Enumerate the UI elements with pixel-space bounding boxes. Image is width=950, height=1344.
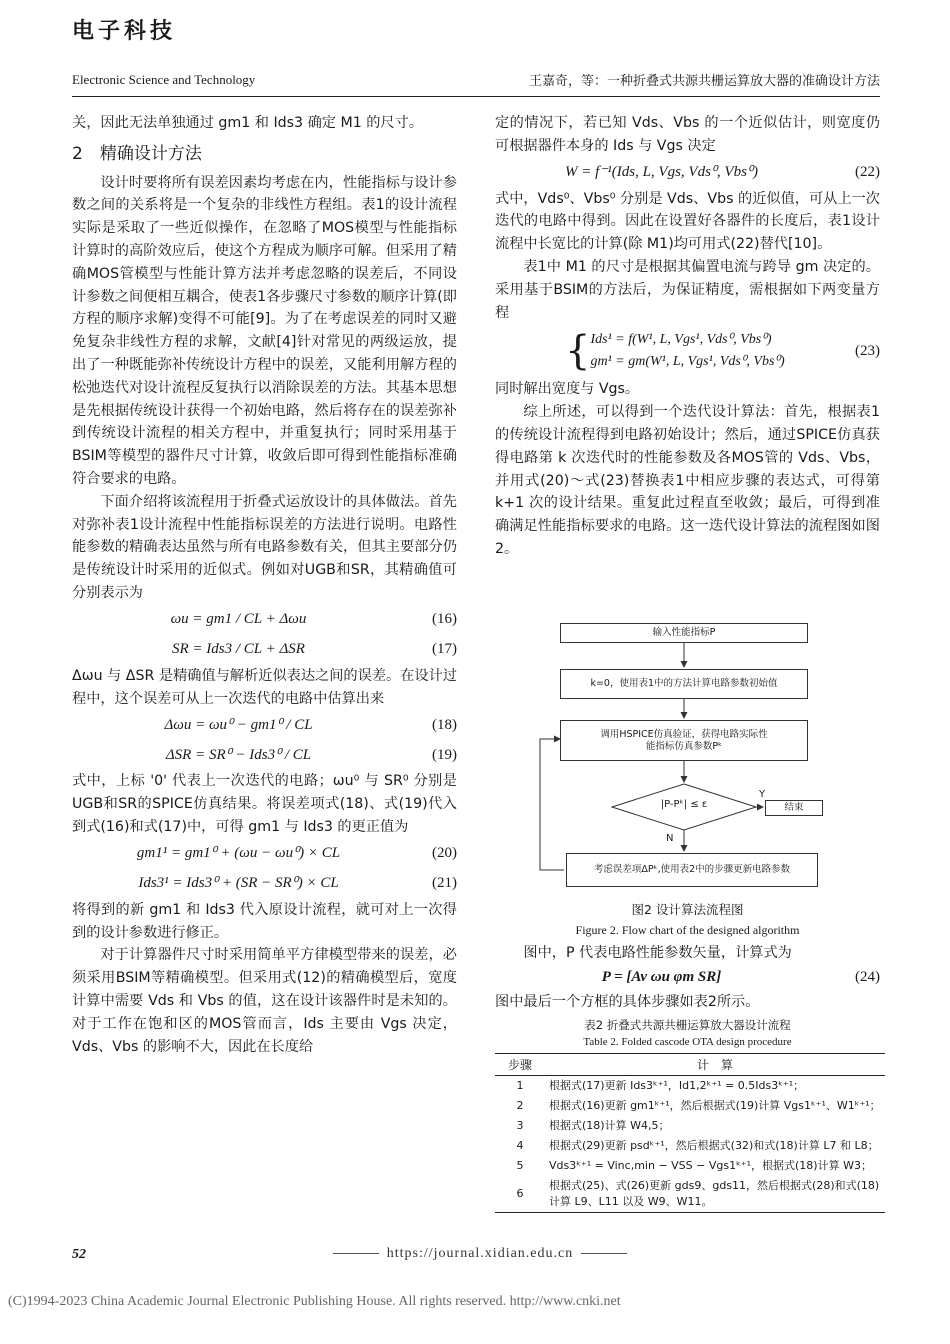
step-content: Vds3ᵏ⁺¹ = Vinc,min − VSS − Vgs1ᵏ⁺¹，根据式(18)计算 W3； bbox=[549, 1158, 872, 1172]
step-number: 4 bbox=[516, 1138, 524, 1152]
paragraph: 定的情况下，若已知 Vds、Vbs 的一个近似估计，则宽度仍可根据器件本身的 Ids 与 Vgs 决定 bbox=[495, 115, 880, 154]
step-number: 3 bbox=[516, 1118, 524, 1132]
paragraph: 式中，上标 '0' 代表上一次迭代的电路；ωu⁰ 与 SR⁰ 分别是UGB和SR的SPICE仿真结果。将误差项式(18)、式(19)代入到式(16)和式(17)中，可得 gm1 与 Ids3 的更正值为 bbox=[72, 773, 457, 835]
flow-sim-line2: 能指标仿真参数Pᵏ bbox=[645, 740, 723, 752]
table-row bbox=[495, 1075, 885, 1096]
table-row bbox=[495, 1156, 885, 1176]
flow-end-box: 结束 bbox=[765, 800, 823, 816]
paragraph: 关，因此无法单独通过 gm1 和 Ids3 确定 M1 的尺寸。 bbox=[72, 115, 423, 131]
table-row bbox=[495, 1176, 885, 1213]
paragraph: 设计时要将所有误差因素均考虑在内，性能指标与设计参数之间的关系将是一个复杂的非线性方程组。表1的设计流程实际是采取了一些近似操作，在忽略了MOS模型与性能指标计算时的高阶效应后，使这个方程成为顺序可解。但采用了精确MOS管模型与性能计算方法并考虑忽略的误差后，不同设计参数之间便相互耦合，使表1各步骤尺寸参数的顺序计算(即方程的顺序求解)变得不可能[9]。为了在考虑误差的同时又避免复杂非线性方程的求解，文献[4]针对常见的两级运放，提出了一种既能弥补传统设计方程中的误差，又能利用解方程的松弛迭代对设计流程反复执行以消除误差的方法。其基本思想是先根据传统设计获得一个初始电路，然后将存在的误差弥补到传统设计流程的相关方程中，并重复执行；同时采用基于BSIM等模型的器件尺寸计算，收敛后即可得到性能指标准确符合要求的电路。 bbox=[72, 174, 457, 487]
flow-init-box: k=0，使用表1中的方法计算电路参数初始值 bbox=[560, 669, 808, 699]
equation-number: (23) bbox=[855, 342, 880, 359]
flow-sim-box bbox=[560, 720, 808, 761]
journal-logo: 电子科技 bbox=[72, 18, 177, 44]
page-number: 52 bbox=[72, 1247, 86, 1262]
paragraph: 综上所述，可以得到一个迭代设计算法：首先，根据表1的传统设计流程得到电路初始设计；然后，通过SPICE仿真获得电路第 k 次迭代时的性能参数及各MOS管的 Vds、Vbs，并用式(20)～式(23)替换表1中相应步骤的表达式，可得第 k+1 次的设计结果。重复此过程直至收敛；最后，可得到准确满足性能指标要求的电路。这一迭代设计算法的流程图如图2。 bbox=[495, 404, 880, 557]
step-content: 根据式(18)计算 W4,5； bbox=[549, 1118, 670, 1132]
paragraph: Δωu 与 ΔSR 是精确值与解析近似表达之间的误差。在设计过程中，这个误差可从上一次迭代的电路中估算出来 bbox=[72, 667, 457, 707]
table-header-calc: 计 算 bbox=[545, 1053, 885, 1075]
design-procedure-table bbox=[495, 1053, 885, 1213]
equation-18 bbox=[72, 710, 457, 740]
flow-sim-line1: 调用HSPICE仿真验证，获得电路实际性 bbox=[600, 728, 768, 740]
flow-decision-text: |P-Pᵏ| ≤ ε bbox=[660, 799, 708, 810]
right-column-top bbox=[495, 112, 880, 561]
running-title: 王嘉奇，等：一种折叠式共源共栅运算放大器的准确设计方法 bbox=[528, 74, 880, 89]
equation-expr: Ids3¹ = Ids3⁰ + (SR − SR⁰) × CL bbox=[138, 875, 339, 892]
flow-yes-label: Y bbox=[759, 789, 766, 800]
equation-22 bbox=[495, 158, 880, 188]
table-header-step: 步骤 bbox=[495, 1053, 545, 1075]
equation-expr: gm¹ = gm(W¹, L, Vgs¹, Vds⁰, Vbs⁰) bbox=[590, 354, 785, 370]
copyright-notice: (C)1994-2023 China Academic Journal Electronic Publishing House. All rights reserved. http://www.cnki.net bbox=[8, 1294, 621, 1309]
flow-update-box: 考虑误差项ΔPᵏ,使用表2中的步骤更新电路参数 bbox=[566, 853, 818, 887]
step-number: 2 bbox=[516, 1098, 524, 1112]
equation-number: (20) bbox=[432, 845, 457, 862]
equation-17 bbox=[72, 635, 457, 665]
paragraph: 图中，P 代表电路性能参数矢量，计算式为 bbox=[523, 945, 792, 961]
paragraph: 表1中 M1 的尺寸是根据其偏置电流与跨导 gm 决定的。采用基于BSIM的方法后，为保证精度，需根据如下两变量方程 bbox=[495, 258, 880, 321]
equation-expr: Δωu = ωu⁰ − gm1⁰ / CL bbox=[164, 716, 313, 733]
flow-input-box: 输入性能指标P bbox=[560, 623, 808, 643]
equation-expr: gm1¹ = gm1⁰ + (ωu − ωu⁰) × CL bbox=[136, 845, 341, 862]
equation-20 bbox=[72, 839, 457, 869]
table-row bbox=[495, 1136, 885, 1156]
paragraph: 同时解出宽度与 Vgs。 bbox=[495, 381, 640, 398]
flow-no-label: N bbox=[666, 833, 674, 844]
paragraph: 将得到的新 gm1 和 Ids3 代入原设计流程，就可对上一次得到的设计参数进行修正。 bbox=[72, 901, 457, 941]
equation-number: (18) bbox=[432, 716, 457, 733]
table-header-row bbox=[495, 1053, 885, 1075]
equation-expr: SR = Ids3 / CL + ΔSR bbox=[172, 641, 305, 658]
header-rule bbox=[72, 96, 880, 97]
table-caption-cn: 表2 折叠式共源共栅运算放大器设计流程 bbox=[584, 1017, 791, 1032]
step-number: 1 bbox=[516, 1078, 524, 1092]
section-heading: 2 精确设计方法 bbox=[72, 143, 202, 164]
journal-url[interactable]: https://journal.xidian.edu.cn bbox=[300, 1246, 660, 1262]
equation-expr: W = f⁻¹(Ids, L, Vgs, Vds⁰, Vbs⁰) bbox=[565, 164, 758, 181]
right-column-bottom bbox=[495, 900, 880, 1213]
equation-expr: ΔSR = SR⁰ − Ids3⁰ / CL bbox=[165, 746, 312, 763]
step-content: 根据式(29)更新 psdᵏ⁺¹，然后根据式(32)和式(18)计算 L7 和 L8； bbox=[549, 1138, 879, 1152]
paragraph: 下面介绍将该流程用于折叠式运放设计的具体做法。首先对弥补表1设计流程中性能指标误差的方法进行说明。电路性能参数的精确表达虽然与所有电路参数有关，但其主要部分仍是传统设计时采用的近似式。例如对UGB和SR，其精确值可分别表示为 bbox=[72, 493, 457, 601]
equation-number: (22) bbox=[855, 164, 880, 181]
equation-expr: ωu = gm1 / CL + Δωu bbox=[170, 611, 307, 628]
flowchart bbox=[538, 623, 831, 893]
journal-name-en: Electronic Science and Technology bbox=[72, 72, 256, 87]
figure-caption-en: Figure 2. Flow chart of the designed algorithm bbox=[575, 923, 800, 937]
equation-expr: Ids¹ = f(W¹, L, Vgs¹, Vds⁰, Vbs⁰) bbox=[590, 332, 772, 348]
step-content: 根据式(16)更新 gm1ᵏ⁺¹，然后根据式(19)计算 Vgs1ᵏ⁺¹、W1ᵏ⁺¹； bbox=[549, 1098, 881, 1112]
equation-expr: P = [Av ωu φm SR] bbox=[601, 969, 722, 986]
step-content: 根据式(17)更新 Ids3ᵏ⁺¹，Id1,2ᵏ⁺¹ = 0.5Ids3ᵏ⁺¹； bbox=[549, 1078, 805, 1092]
table-caption-en: Table 2. Folded cascode OTA design procedure bbox=[583, 1035, 792, 1048]
step-content: 根据式(25)、式(26)更新 gds9、gds11，然后根据式(28)和式(18)计算 L9、L11 以及 W9、W11。 bbox=[545, 1176, 885, 1213]
step-number: 6 bbox=[495, 1176, 545, 1213]
equation-number: (16) bbox=[432, 611, 457, 628]
table-row bbox=[495, 1116, 885, 1136]
brace: { bbox=[565, 328, 591, 375]
paragraph: 图中最后一个方框的具体步骤如表2所示。 bbox=[495, 993, 760, 1010]
equation-number: (24) bbox=[855, 969, 880, 986]
figure-caption-cn: 图2 设计算法流程图 bbox=[631, 902, 744, 917]
equation-19 bbox=[72, 740, 457, 770]
paragraph: 式中，Vds⁰、Vbs⁰ 分别是 Vds、Vbs 的近似值，可从上一次迭代的电路中得到。因此在设置好各器件的长度后，表1设计流程中长宽比的计算(除 M1)均可用式(22)替代[10]。 bbox=[495, 190, 880, 253]
left-column bbox=[72, 112, 457, 1058]
equation-number: (19) bbox=[432, 746, 457, 763]
equation-number: (21) bbox=[432, 875, 457, 892]
equation-number: (17) bbox=[432, 641, 457, 658]
paragraph: 对于计算器件尺寸时采用简单平方律模型带来的误差，必须采用BSIM等精确模型。但采用式(12)的精确模型后，宽度计算中需要 Vds 和 Vbs 的值，这在设计该器件时是未知的。对于工作在饱和区的MOS管而言，Ids 主要由 Vgs 决定，Vds、Vbs 的影响不大，因此在长度给 bbox=[72, 947, 457, 1055]
equation-23 bbox=[495, 324, 880, 378]
equation-24 bbox=[495, 965, 880, 991]
table-row bbox=[495, 1096, 885, 1116]
equation-21 bbox=[72, 869, 457, 899]
step-number: 5 bbox=[516, 1158, 524, 1172]
equation-16 bbox=[72, 605, 457, 635]
